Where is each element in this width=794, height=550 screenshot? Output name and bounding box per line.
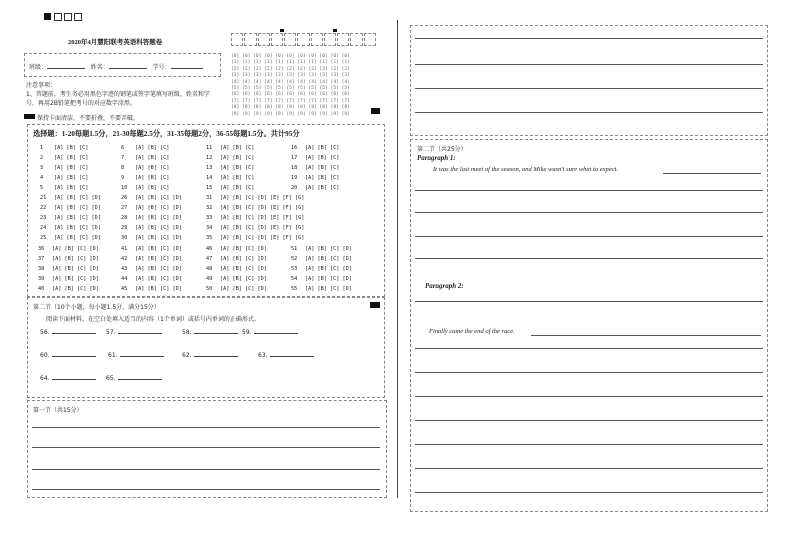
blank-number: 56.	[40, 329, 50, 336]
choice-row[interactable]	[40, 185, 88, 191]
question-number: 35	[206, 235, 213, 241]
question-number: 25	[40, 235, 47, 241]
question-number: 29	[121, 225, 128, 231]
question-number: 11	[206, 145, 213, 151]
choice-row[interactable]	[121, 165, 169, 171]
cloze-section	[27, 297, 385, 398]
answer-options[interactable]: [A] [B] [C] [D]	[220, 256, 267, 262]
answer-line[interactable]	[415, 492, 763, 493]
writing1-title: 第一节（共15分）	[33, 407, 83, 414]
choice-row[interactable]	[40, 175, 88, 181]
choice-row[interactable]	[206, 276, 267, 282]
choice-row[interactable]	[291, 155, 339, 161]
choice-row[interactable]	[38, 286, 99, 292]
choice-row[interactable]	[291, 185, 339, 191]
paragraph1-label: Paragraph 1:	[417, 154, 456, 162]
choice-row[interactable]	[121, 215, 182, 221]
answer-line[interactable]	[415, 112, 763, 113]
blank-number: 58.	[182, 329, 192, 336]
question-number: 46	[206, 246, 213, 252]
student-number-omr-grid[interactable]	[231, 33, 376, 117]
question-number: 14	[206, 175, 213, 181]
writing-section-1	[27, 400, 387, 498]
question-number: 48	[206, 266, 213, 272]
blank-line[interactable]	[194, 333, 238, 334]
paragraph2-prompt: Finally came the end of the race.	[429, 328, 515, 335]
blank-item[interactable]	[108, 352, 164, 359]
question-number: 53	[291, 266, 298, 272]
blank-item[interactable]	[258, 352, 314, 359]
choice-row[interactable]	[121, 276, 182, 282]
blank-line[interactable]	[52, 333, 96, 334]
choice-row[interactable]	[291, 246, 352, 252]
blank-line[interactable]	[118, 379, 162, 380]
number-label: 学号：	[152, 64, 171, 71]
choice-row[interactable]	[206, 155, 254, 161]
blank-line[interactable]	[120, 356, 164, 357]
answer-options[interactable]: [A] [B] [C] [D]	[52, 286, 99, 292]
question-number: 17	[291, 155, 298, 161]
question-number: 45	[121, 286, 128, 292]
section2-instruction: 阅读下面材料，在空白处填入适当的内容（1个单词）或括号内单词的正确形式。	[46, 316, 260, 323]
answer-options[interactable]: [A] [B] [C] [D]	[220, 266, 267, 272]
answer-options[interactable]: [A] [B] [C] [D]	[52, 276, 99, 282]
blank-number: 60.	[40, 352, 50, 359]
class-label: 班级：	[29, 64, 48, 71]
choice-row[interactable]	[291, 145, 339, 151]
omr-row[interactable]: [9] [9] [9] [9] [9] [9] [9] [9] [9] [9] [9]	[231, 111, 350, 117]
answer-options[interactable]: [A] [B] [C]	[54, 175, 89, 181]
notice-heading: 注意事项：	[26, 82, 57, 89]
question-number: 39	[38, 276, 45, 282]
answer-options[interactable]: [A] [B] [C] [D]	[135, 266, 182, 272]
answer-options[interactable]: [A] [B] [C] [D] [E] [F] [G]	[220, 225, 305, 231]
answer-options[interactable]: [A] [B] [C]	[220, 155, 255, 161]
writing-section-2	[410, 139, 768, 512]
answer-options[interactable]: [A] [B] [C]	[220, 185, 255, 191]
question-number: 8	[121, 165, 125, 171]
answer-line[interactable]	[415, 236, 763, 237]
choice-row[interactable]	[38, 276, 99, 282]
choice-row[interactable]	[121, 225, 182, 231]
answer-options[interactable]: [A] [B] [C] [D]	[135, 235, 182, 241]
question-number: 40	[38, 286, 45, 292]
answer-line[interactable]	[415, 258, 763, 259]
question-number: 43	[121, 266, 128, 272]
checkbox-icon	[54, 13, 62, 21]
answer-options[interactable]: [A] [B] [C] [D]	[135, 225, 182, 231]
checkbox-icon	[74, 13, 82, 21]
question-number: 44	[121, 276, 128, 282]
question-number: 9	[121, 175, 125, 181]
question-number: 10	[121, 185, 128, 191]
answer-line[interactable]	[415, 64, 763, 65]
corner-marker	[44, 13, 51, 20]
omr-row[interactable]: [4] [4] [4] [4] [4] [4] [4] [4] [4] [4] [4]	[231, 79, 350, 85]
blank-line[interactable]	[52, 379, 96, 380]
choice-row[interactable]	[38, 266, 99, 272]
answer-line[interactable]	[415, 348, 763, 349]
question-number: 42	[121, 256, 128, 262]
multiple-choice-section	[27, 124, 385, 297]
omr-row[interactable]: [0] [0] [0] [0] [0] [0] [0] [0] [0] [0] [0]	[231, 54, 350, 59]
choice-row[interactable]	[291, 266, 352, 272]
answer-line[interactable]	[32, 447, 380, 448]
answer-line[interactable]	[32, 427, 380, 428]
omr-row[interactable]: [8] [8] [8] [8] [8] [8] [8] [8] [8] [8] [8]	[231, 105, 350, 111]
notice-line: 1、答题前，考生务必用黑色字迹的钢笔或签字笔填写班级、姓名和学	[26, 91, 210, 98]
blank-number: 64.	[40, 375, 50, 382]
blank-line[interactable]	[52, 356, 96, 357]
choice-row[interactable]	[206, 195, 304, 201]
answer-line[interactable]	[415, 38, 763, 39]
answer-options[interactable]: [A] [B] [C]	[305, 155, 340, 161]
question-number: 22	[40, 205, 47, 211]
choice-row[interactable]	[40, 205, 101, 211]
choice-row[interactable]	[206, 205, 304, 211]
choice-row[interactable]	[121, 266, 182, 272]
answer-line[interactable]	[415, 396, 763, 397]
answer-line[interactable]	[415, 301, 763, 302]
choice-row[interactable]	[38, 256, 99, 262]
question-number: 49	[206, 276, 213, 282]
answer-options[interactable]: [A] [B] [C] [D]	[54, 215, 101, 221]
writing2-title: 第二节（共25分）	[417, 146, 467, 153]
blank-number: 61.	[108, 352, 118, 359]
question-number: 55	[291, 286, 298, 292]
omr-row[interactable]: [6] [6] [6] [6] [6] [6] [6] [6] [6] [6] [6]	[231, 92, 350, 98]
blank-number: 57.	[106, 329, 116, 336]
question-number: 50	[206, 286, 213, 292]
answer-options[interactable]: [A] [B] [C] [D]	[135, 276, 182, 282]
question-number: 24	[40, 225, 47, 231]
section1-title: 选择题：1-20每题1.5分，21-30每题2.5分，31-35每题2分，36-55每题1.5分。共计95分	[33, 130, 300, 138]
name-label: 姓名：	[90, 64, 109, 71]
blank-item[interactable]	[106, 375, 162, 382]
answer-line[interactable]	[415, 212, 763, 213]
omr-row[interactable]: [7] [7] [7] [7] [7] [7] [7] [7] [7] [7] [7]	[231, 98, 350, 104]
notice-line: 保持卡面清洁，不要折叠，不要弄破。	[37, 115, 140, 122]
answer-options[interactable]: [A] [B] [C] [D]	[305, 256, 352, 262]
question-number: 5	[40, 185, 44, 191]
choice-row[interactable]	[121, 145, 169, 151]
blank-item[interactable]	[182, 329, 238, 336]
question-number: 6	[121, 145, 125, 151]
blank-item[interactable]	[182, 352, 238, 359]
answer-options[interactable]: [A] [B] [C]	[220, 175, 255, 181]
question-number: 47	[206, 256, 213, 262]
choice-row[interactable]	[206, 266, 267, 272]
blank-number: 63.	[258, 352, 268, 359]
answer-options[interactable]: [A] [B] [C]	[305, 145, 340, 151]
blank-item[interactable]	[40, 375, 96, 382]
choice-row[interactable]	[206, 215, 304, 221]
answer-options[interactable]: [A] [B] [C] [D] [E] [F] [G]	[220, 205, 305, 211]
answer-options[interactable]: [A] [B] [C]	[54, 155, 89, 161]
blank-line[interactable]	[270, 356, 314, 357]
answer-options[interactable]: [A] [B] [C] [D] [E] [F] [G]	[220, 235, 305, 241]
answer-options[interactable]: [A] [B] [C]	[135, 175, 170, 181]
answer-options[interactable]: [A] [B] [C] [D]	[305, 276, 352, 282]
answer-options[interactable]: [A] [B] [C] [D]	[135, 215, 182, 221]
answer-line[interactable]	[531, 335, 761, 336]
answer-options[interactable]: [A] [B] [C] [D]	[220, 276, 267, 282]
choice-row[interactable]	[40, 215, 101, 221]
answer-options[interactable]: [A] [B] [C] [D]	[135, 246, 182, 252]
choice-row[interactable]	[206, 235, 304, 241]
question-number: 28	[121, 215, 128, 221]
choice-row[interactable]	[121, 195, 182, 201]
answer-options[interactable]: [A] [B] [C] [D]	[54, 205, 101, 211]
notice-block	[26, 81, 216, 108]
choice-row[interactable]	[40, 155, 88, 161]
page-divider	[397, 20, 398, 498]
question-number: 4	[40, 175, 44, 181]
choice-row[interactable]	[121, 155, 169, 161]
question-number: 52	[291, 256, 298, 262]
blank-item[interactable]	[106, 329, 162, 336]
blank-item[interactable]	[40, 352, 96, 359]
choice-row[interactable]	[121, 235, 182, 241]
question-number: 54	[291, 276, 298, 282]
choice-row[interactable]	[291, 165, 339, 171]
section2-title: 第二节（10个小题，每小题1.5分，满分15分）	[33, 304, 160, 311]
question-number: 7	[121, 155, 125, 161]
answer-options[interactable]: [A] [B] [C]	[54, 145, 89, 151]
answer-options[interactable]: [A] [B] [C]	[220, 145, 255, 151]
omr-marker	[280, 29, 284, 32]
choice-row[interactable]	[121, 246, 182, 252]
answer-line[interactable]	[415, 468, 763, 469]
answer-options[interactable]: [A] [B] [C] [D]	[305, 266, 352, 272]
question-number: 21	[40, 195, 47, 201]
corner-marker	[371, 108, 380, 114]
question-number: 32	[206, 205, 213, 211]
question-number: 34	[206, 225, 213, 231]
notice-marker	[24, 114, 35, 119]
answer-options[interactable]: [A] [B] [C] [D]	[305, 286, 352, 292]
choice-row[interactable]	[291, 286, 352, 292]
choice-row[interactable]	[121, 185, 169, 191]
name-field[interactable]	[109, 68, 147, 69]
question-number: 20	[291, 185, 298, 191]
class-field[interactable]	[47, 68, 85, 69]
choice-row[interactable]	[206, 286, 267, 292]
answer-options[interactable]: [A] [B] [C] [D]	[220, 246, 267, 252]
choice-row[interactable]	[291, 256, 352, 262]
omr-marker	[333, 29, 337, 32]
choice-row[interactable]	[40, 225, 101, 231]
choice-row[interactable]	[40, 195, 101, 201]
blank-line[interactable]	[118, 333, 162, 334]
blank-number: 62.	[182, 352, 192, 359]
question-number: 1	[40, 145, 44, 151]
choice-row[interactable]	[121, 286, 182, 292]
question-number: 3	[40, 165, 44, 171]
blank-number: 59.	[242, 329, 252, 336]
answer-options[interactable]: [A] [B] [C] [D]	[52, 256, 99, 262]
answer-options[interactable]: [A] [B] [C]	[54, 165, 89, 171]
question-number: 51	[291, 246, 298, 252]
choice-row[interactable]	[206, 145, 254, 151]
question-number: 27	[121, 205, 128, 211]
answer-options[interactable]: [A] [B] [C] [D]	[135, 205, 182, 211]
answer-options[interactable]: [A] [B] [C]	[305, 175, 340, 181]
question-number: 33	[206, 215, 213, 221]
omr-row[interactable]: [2] [2] [2] [2] [2] [2] [2] [2] [2] [2] [2]	[231, 66, 350, 72]
answer-line[interactable]	[415, 444, 763, 445]
checkbox-icon	[64, 13, 72, 21]
omr-row[interactable]: [1] [1] [1] [1] [1] [1] [1] [1] [1] [1] [1]	[231, 60, 350, 66]
question-number: 31	[206, 195, 213, 201]
question-number: 36	[38, 246, 45, 252]
question-number: 13	[206, 165, 213, 171]
blank-line[interactable]	[254, 333, 298, 334]
answer-options[interactable]: [A] [B] [C] [D]	[305, 246, 352, 252]
choice-row[interactable]	[40, 145, 88, 151]
choice-row[interactable]	[206, 225, 304, 231]
answer-options[interactable]: [A] [B] [C] [D] [E] [F] [G]	[220, 215, 305, 221]
choice-row[interactable]	[40, 165, 88, 171]
answer-options[interactable]: [A] [B] [C] [D]	[54, 225, 101, 231]
blank-item[interactable]	[242, 329, 298, 336]
answer-options[interactable]: [A] [B] [C] [D]	[220, 286, 267, 292]
question-number: 18	[291, 165, 298, 171]
omr-row[interactable]: [5] [5] [5] [5] [5] [5] [5] [5] [5] [5] [5]	[231, 86, 350, 92]
choice-row[interactable]	[121, 175, 169, 181]
choice-row[interactable]	[291, 276, 352, 282]
question-number: 38	[38, 266, 45, 272]
question-number: 23	[40, 215, 47, 221]
choice-row[interactable]	[206, 165, 254, 171]
choice-row[interactable]	[38, 246, 99, 252]
answer-options[interactable]: [A] [B] [C]	[305, 165, 340, 171]
answer-options[interactable]: [A] [B] [C]	[54, 185, 89, 191]
question-number: 15	[206, 185, 213, 191]
answer-options[interactable]: [A] [B] [C] [D]	[54, 235, 101, 241]
question-number: 16	[291, 145, 298, 151]
answer-options[interactable]: [A] [B] [C] [D]	[52, 246, 99, 252]
notice-line: 号，再用2B铅笔把考号的对应数字涂黑。	[26, 100, 136, 107]
omr-row[interactable]: [3] [3] [3] [3] [3] [3] [3] [3] [3] [3] [3]	[231, 73, 350, 79]
answer-options[interactable]: [A] [B] [C] [D]	[54, 195, 101, 201]
choice-row[interactable]	[206, 246, 267, 252]
question-number: 30	[121, 235, 128, 241]
student-info-box	[24, 53, 221, 77]
question-number: 37	[38, 256, 45, 262]
writing-continuation-box	[410, 25, 768, 136]
answer-line[interactable]	[415, 190, 763, 191]
blank-number: 65.	[106, 375, 116, 382]
answer-options[interactable]: [A] [B] [C] [D]	[135, 286, 182, 292]
answer-options[interactable]: [A] [B] [C]	[135, 145, 170, 151]
question-number: 2	[40, 155, 44, 161]
number-field[interactable]	[171, 68, 203, 69]
answer-options[interactable]: [A] [B] [C] [D] [E] [F] [G]	[220, 195, 305, 201]
answer-line[interactable]	[32, 469, 380, 470]
choice-row[interactable]	[206, 185, 254, 191]
question-number: 26	[121, 195, 128, 201]
question-number: 41	[121, 246, 128, 252]
choice-row[interactable]	[40, 235, 101, 241]
choice-row[interactable]	[206, 175, 254, 181]
answer-options[interactable]: [A] [B] [C]	[135, 165, 170, 171]
blank-line[interactable]	[194, 356, 238, 357]
answer-options[interactable]: [A] [B] [C] [D]	[135, 195, 182, 201]
paragraph2-label: Paragraph 2:	[425, 282, 464, 290]
question-number: 19	[291, 175, 298, 181]
answer-line[interactable]	[663, 173, 761, 174]
answer-line[interactable]	[32, 489, 380, 490]
choice-row[interactable]	[121, 256, 182, 262]
choice-row[interactable]	[291, 175, 339, 181]
answer-line[interactable]	[415, 88, 763, 89]
choice-row[interactable]	[121, 205, 182, 211]
answer-options[interactable]: [A] [B] [C]	[135, 185, 170, 191]
blank-item[interactable]	[40, 329, 96, 336]
answer-options[interactable]: [A] [B] [C]	[305, 185, 340, 191]
answer-options[interactable]: [A] [B] [C] [D]	[52, 266, 99, 272]
answer-options[interactable]: [A] [B] [C] [D]	[135, 256, 182, 262]
answer-options[interactable]: [A] [B] [C]	[220, 165, 255, 171]
question-number: 12	[206, 155, 213, 161]
paragraph1-prompt: It was the last meet of the season, and Mike wasn't sure what to expect.	[433, 166, 618, 173]
choice-row[interactable]	[206, 256, 267, 262]
answer-options[interactable]: [A] [B] [C]	[135, 155, 170, 161]
answer-line[interactable]	[415, 420, 763, 421]
page-title: 2020年4月慧阳联考英语科答题卷	[68, 39, 163, 46]
answer-line[interactable]	[415, 372, 763, 373]
